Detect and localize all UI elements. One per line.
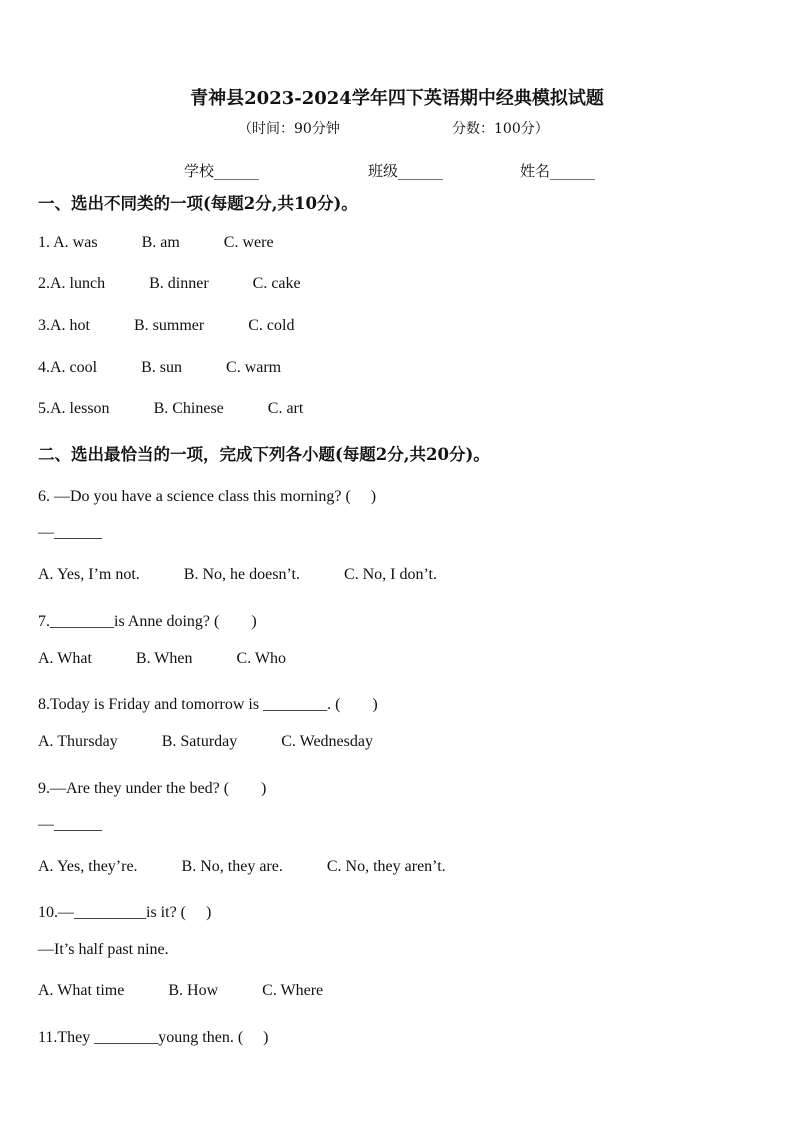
- question-9-options: [38, 858, 446, 876]
- section2-heading: 二、选出最恰当的一项，完成下列各小题(每题2分,共20分)。: [38, 445, 490, 464]
- q7-option-a[interactable]: A. What: [38, 650, 92, 667]
- page-title: 青神县2023-2024学年四下英语期中经典模拟试题: [190, 88, 604, 109]
- question-9-blank[interactable]: —______: [38, 816, 102, 833]
- question-4: [38, 359, 281, 377]
- q2-option-b[interactable]: B. dinner: [149, 275, 209, 292]
- q4-option-a[interactable]: 4.A. cool: [38, 359, 98, 376]
- question-3: [38, 317, 294, 335]
- q4-option-c[interactable]: C. warm: [226, 359, 282, 376]
- school-field[interactable]: 学校______: [184, 162, 260, 180]
- q5-option-a[interactable]: 5.A. lesson: [38, 400, 110, 417]
- score-info: 分数：100分）: [452, 121, 549, 137]
- q3-option-b[interactable]: B. summer: [134, 317, 205, 334]
- question-8-options: [38, 733, 373, 751]
- q7-option-c[interactable]: C. Who: [236, 650, 286, 667]
- question-6-options: [38, 566, 437, 584]
- q1-option-b[interactable]: B. am: [141, 234, 180, 251]
- q3-option-a[interactable]: 3.A. hot: [38, 317, 90, 334]
- q1-option-c[interactable]: C. were: [223, 234, 274, 251]
- question-10-options: [38, 982, 323, 1000]
- q9-option-b[interactable]: B. No, they are.: [181, 858, 283, 875]
- section1-heading: 一、选出不同类的一项(每题2分,共10分)。: [38, 194, 358, 213]
- question-1: [38, 234, 274, 252]
- question-10-stem: 10.—_________is it? ( ): [38, 904, 212, 921]
- question-8-stem: 8.Today is Friday and tomorrow is ________. ( ): [38, 696, 378, 713]
- q8-option-c[interactable]: C. Wednesday: [281, 733, 373, 750]
- q2-option-c[interactable]: C. cake: [252, 275, 301, 292]
- q10-option-a[interactable]: A. What time: [38, 982, 125, 999]
- q3-option-c[interactable]: C. cold: [248, 317, 295, 334]
- q5-option-b[interactable]: B. Chinese: [153, 400, 224, 417]
- question-5: [38, 400, 303, 418]
- question-11-stem: 11.They ________young then. ( ): [38, 1029, 269, 1046]
- q6-option-b[interactable]: B. No, he doesn’t.: [183, 566, 300, 583]
- q6-option-c[interactable]: C. No, I don’t.: [343, 566, 437, 583]
- question-6-blank[interactable]: —______: [38, 524, 102, 541]
- q1-option-a[interactable]: 1. A. was: [38, 234, 98, 251]
- q8-option-a[interactable]: A. Thursday: [38, 733, 118, 750]
- question-7-stem: 7.________is Anne doing? ( ): [38, 613, 257, 630]
- question-9-stem: 9.—Are they under the bed? ( ): [38, 780, 267, 797]
- class-field[interactable]: 班级______: [368, 162, 444, 180]
- question-2: [38, 275, 301, 293]
- q6-option-a[interactable]: A. Yes, I’m not.: [38, 566, 140, 583]
- q9-option-c[interactable]: C. No, they aren’t.: [326, 858, 446, 875]
- question-10-answer: —It’s half past nine.: [38, 941, 169, 958]
- q8-option-b[interactable]: B. Saturday: [161, 733, 238, 750]
- q10-option-b[interactable]: B. How: [168, 982, 219, 999]
- name-field[interactable]: 姓名______: [520, 162, 596, 180]
- question-7-options: [38, 650, 286, 668]
- q9-option-a[interactable]: A. Yes, they’re.: [38, 858, 138, 875]
- q7-option-b[interactable]: B. When: [135, 650, 193, 667]
- time-info: （时间：90分钟: [238, 121, 340, 137]
- q4-option-b[interactable]: B. sun: [141, 359, 183, 376]
- q5-option-c[interactable]: C. art: [267, 400, 304, 417]
- q10-option-c[interactable]: C. Where: [262, 982, 324, 999]
- q2-option-a[interactable]: 2.A. lunch: [38, 275, 106, 292]
- question-6-stem: 6. —Do you have a science class this morning? ( ): [38, 488, 377, 505]
